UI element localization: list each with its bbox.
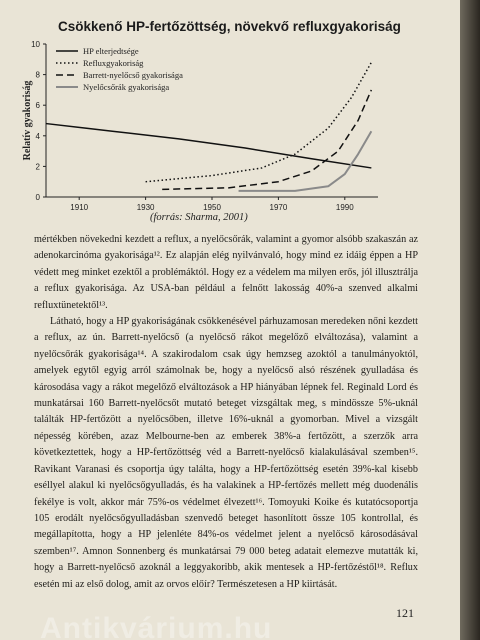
watermark: Antikvárium.hu: [40, 612, 273, 640]
legend-label: Nyelőcsőrák gyakorisága: [83, 82, 170, 92]
legend-label: HP elterjedtsége: [83, 46, 139, 56]
paragraph-2: Látható, hogy a HP gyakoriságának csökkenésével párhuzamosan meredeken nőni kezdett a reflux, az ún. Barrett-nyelőcső (a nyelőcső rákot megelőző elváltozása), valamint a nyelőcsőrák gyakorisága¹⁴. A szakirodalom csak úgy hemzseg azoktól a tanulmányoktól, amelyek egytől egyig arról számolnak be, hogy a nyelőcső alsó részének gyulladása és károsodása vagy a rákot megelőző elváltozások a HP hiányában lépnek fel. Reginald Lord és munkatársai 160 Barrett-nyelőcsőt mutató beteget vizsgáltak meg, s mindössze 5%-uknál találták HP-fertőzött a nyelőcsőben, illetve 16%-uknál a gyomorban. Mivel a vizsgált népesség körében, azaz Melbourne-ben az emberek 38%-a fertőzött, a szerzők arra következtettek, hogy a HP-fertőzöttség véd a Barrett-nyelőcső kialakulásával szemben¹⁵. Ravikant Varanasi és csoportja úgy találta, hogy a HP-fertőzöttség esetén 39%-kal kisebb eséllyel alakul ki nyelőcsőgyulladás, és ha valakinek a HP-fertőzés mellett még duodenális fekélye is volt, akkor már 75%-os védelmet élvezett¹⁶. Tomoyuki Koike és kutatócsoportja 105 erodált nyelőcsőgyulladásban szenvedő beteget hasonlított össze 105 kontrollal, és megállapította, hogy a HP jelenléte 84%-os védelmet jelent a nyelőcső károsodásával szemben¹⁷. Amnon Sonnenberg és munkatársai 79 000 beteg adatait elemezve mutatták ki, hogy a Barrett-nyelőcső azoknál a leggyakoribb, akik mentesek a HP-fertőzéstől¹⁸. Reflux esetén mi az első dolog, amit az orvos előír? Természetesen a HP kiirtását.: [34, 316, 418, 590]
paragraph-1: mértékben növekedni kezdett a reflux, a nyelőcsőrák, valamint a gyomor alsóbb szakaszán az adenokarcinóma gyakorisága¹². Ez alapján elég nyilvánvaló, hogy mind ez idáig éppen a HP védett meg minket ezektől a problémáktól. Hogy ez a védelem ma milyen erős, jól illusztrálja a reflux gyakorisága. Az USA-ban például a felnőtt lakosság 40%-a szenved alkalmi refluxtünetektől¹³.: [34, 234, 418, 311]
y-tick-label: 6: [35, 101, 40, 111]
legend-label: Barrett-nyelőcső gyakorisága: [83, 70, 183, 80]
line-chart: [0, 0, 460, 215]
x-tick-label: 1950: [203, 203, 221, 212]
x-tick-label: 1990: [335, 203, 354, 212]
chart-caption: (forrás: Sharma, 2001): [150, 212, 248, 223]
y-tick-label: 0: [35, 193, 40, 202]
body-text: [34, 232, 418, 593]
legend-label: Refluxgyakoriság: [83, 58, 144, 68]
page-number: 121: [396, 606, 414, 620]
book-spine: [460, 0, 480, 640]
y-axis-label: Relatív gyakoriság: [22, 80, 33, 161]
series-line: [162, 90, 371, 189]
series-line: [239, 131, 372, 191]
y-tick-label: 10: [31, 40, 40, 49]
y-tick-label: 2: [35, 162, 40, 172]
x-tick-label: 1910: [70, 203, 89, 212]
x-tick-label: 1930: [136, 203, 155, 212]
series-line: [146, 62, 372, 181]
x-tick-label: 1970: [269, 203, 288, 212]
chart-title: Csökkenő HP-fertőzöttség, növekvő refluxgyakoriság: [58, 19, 401, 34]
y-tick-label: 4: [35, 131, 40, 141]
series-line: [46, 124, 371, 168]
y-tick-label: 8: [35, 70, 40, 80]
